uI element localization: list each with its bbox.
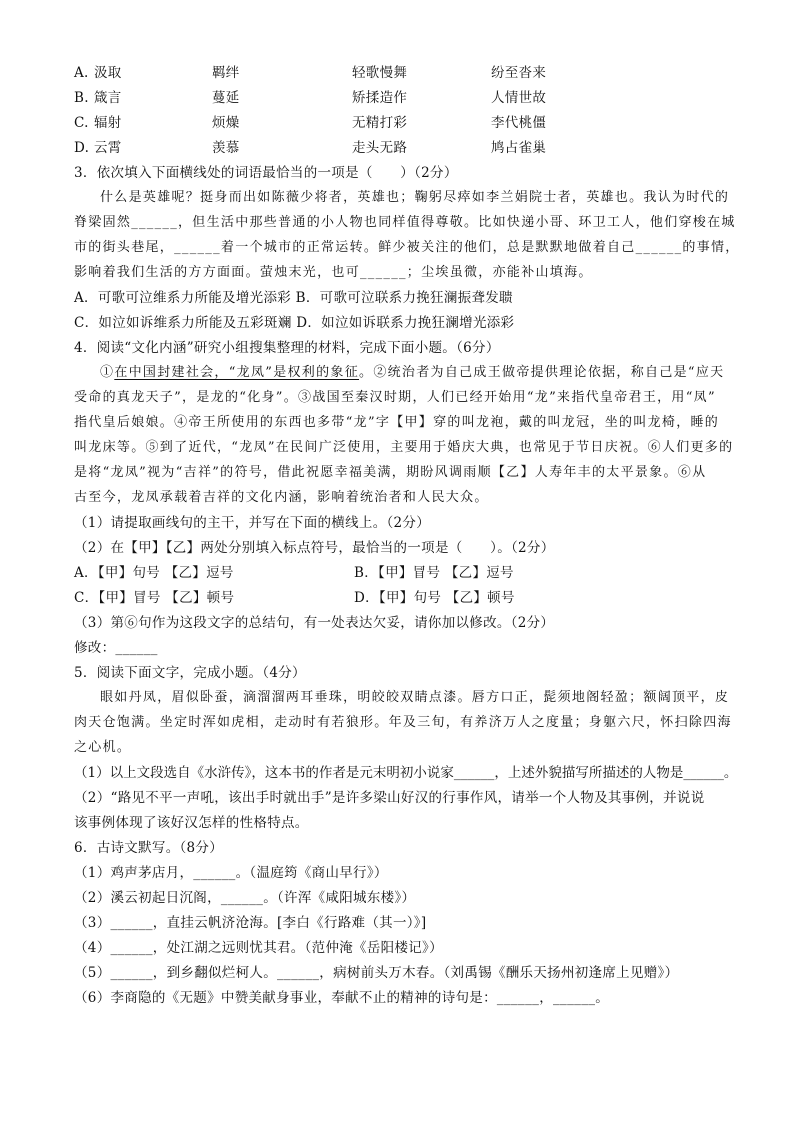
q4-para-line: 古至今，龙凤承载着吉祥的文化内涵，影响着统治者和人民大众。 <box>74 490 489 505</box>
word-4: 人情世故 <box>491 90 547 106</box>
word-2: 蔓延 <box>212 90 240 106</box>
q4-para-line: 是将“龙凤”视为“吉祥”的符号，借此祝愿幸福美满，期盼风调雨顺【乙】人寿年丰的太平景象。⑥从 <box>74 465 707 480</box>
option-letter: C. <box>74 115 89 131</box>
word-3: 走头无路 <box>352 140 408 156</box>
q5-para-line: 眼如丹凤，眉似卧蚕，滴溜溜两耳垂珠，明皎皎双睛点漆。唇方口正，髭须地阁轻盈；额阔顶平，皮 <box>100 690 730 705</box>
q5-sub2-line-1: （2）“路见不平一声吼，该出手时就出手”是许多梁山好汉的行事作风，请举一个人物及其事例，并说说 <box>74 790 705 806</box>
q5-sub2-line-2: 该事例体现了该好汉怎样的性格特点。 <box>74 815 309 831</box>
q3-options-cd: C．如泣如诉维系力所能及五彩斑斓 D．如泣如诉联系力挽狂澜增光添彩 <box>74 315 515 331</box>
q3-para-line: 市的街头巷尾，______着一个城市的正常运转。鲜少被关注的他们，总是默默地做着自己______的事情， <box>74 240 740 255</box>
word-1: 箴言 <box>94 90 122 106</box>
word-3: 轻歌慢舞 <box>352 65 408 81</box>
q4-option-a: A．【甲】句号 【乙】逗号 <box>74 565 234 581</box>
q6-item: （2）溪云初起日沉阁，______。（许浑《咸阳城东楼》） <box>74 890 416 906</box>
q4-option-b: B．【甲】冒号 【乙】逗号 <box>354 565 514 581</box>
word-1: 辐射 <box>94 115 122 131</box>
q5-para-line: 之心机。 <box>74 740 132 755</box>
q6-item: （6）李商隐的《无题》中赞美献身事业，奉献不止的精神的诗句是：______，______。 <box>74 990 610 1006</box>
q5-sub1: （1）以上文段选自《水浒传》，这本书的作者是元末明初小说家______，上述外貌描写所描述的人物是______。 <box>74 765 738 781</box>
word-1: 汲取 <box>94 65 122 81</box>
q4-sub2: （2）在【甲】【乙】两处分别填入标点符号，最恰当的一项是（ ）。（2分） <box>74 540 555 556</box>
q3-para-line: 什么是英雄呢？挺身而出如陈薇少将者，英雄也；鞠躬尽瘁如李兰娟院士者，英雄也。我认为时代的 <box>100 190 730 205</box>
q3-options-ab: A．可歌可泣维系力所能及增光添彩 B．可歌可泣联系力挽狂澜振聋发聩 <box>74 290 513 306</box>
word-4: 李代桃僵 <box>491 115 547 131</box>
word-4: 纷至沓来 <box>491 65 547 81</box>
q3-stem: 3．依次填入下面横线处的词语最恰当的一项是（ ）（2分） <box>74 165 458 181</box>
q4-para-line: 叫龙床等。⑤到了近代，“龙凤”在民间广泛使用，主要用于婚庆大典，也常见于节日庆祝。⑥人们更多的 <box>74 440 734 455</box>
option-letter: D. <box>74 140 90 156</box>
q4-sub1: （1）请提取画线句的主干，并写在下面的横线上。（2分） <box>74 515 431 531</box>
word-4: 鸠占雀巢 <box>491 140 547 156</box>
q4-sub3: （3）第⑥句作为这段文字的总结句，有一处表达欠妥，请你加以修改。（2分） <box>74 615 555 631</box>
q5-para-line: 肉天仓饱满。坐定时浑如虎相，走动时有若狼形。年及三旬，有养济万人之度量；身躯六尺，怀扫除四海 <box>74 715 732 730</box>
q4-fix-answer-line: 修改：______ <box>74 640 158 656</box>
q4-stem: 4．阅读“文化内涵”研究小组搜集整理的材料，完成下面小题。（6分） <box>74 340 500 356</box>
q4-para-line: 受命的真龙天子”，是龙的“化身”。③战国至秦汉时期，人们已经开始用“龙”来指代皇帝君王，用“凤” <box>74 390 716 405</box>
word-3: 无精打彩 <box>352 115 408 131</box>
sentence-rest: 。②统治者为自己成王做帝提供理论依据，称自己是“应天 <box>359 365 725 380</box>
option-letter: B. <box>74 90 89 106</box>
option-letter: A. <box>74 65 89 81</box>
word-2: 羡慕 <box>212 140 240 156</box>
sentence-number: ① <box>100 365 115 380</box>
q4-para-line: 指代皇后娘娘。④帝王所使用的东西也多带“龙”字【甲】穿的叫龙袍，戴的叫龙冠，坐的叫龙椅，睡的 <box>74 415 720 430</box>
q6-item: （1）鸡声茅店月，______。（温庭筠《商山早行》） <box>74 865 388 881</box>
q6-item: （4）______，处江湖之远则忧其君。（范仲淹《岳阳楼记》） <box>74 940 443 956</box>
word-2: 烦燥 <box>212 115 240 131</box>
q4-option-d: D．【甲】句号 【乙】顿号 <box>354 590 515 606</box>
q6-item: （3）______，直挂云帆济沧海。[李白《行路难（其一）》] <box>74 915 427 931</box>
word-2: 羁绊 <box>212 65 240 81</box>
q6-stem: 6．古诗文默写。（8分） <box>74 840 224 856</box>
underlined-sentence: 在中国封建社会，“龙凤”是权利的象征 <box>114 365 360 380</box>
q5-stem: 5．阅读下面文字，完成小题。（4分） <box>74 665 306 681</box>
q4-para-line-1 <box>100 364 724 382</box>
word-1: 云霄 <box>94 140 122 156</box>
q6-item: （5）______，到乡翻似烂柯人。______，病树前头万木春。（刘禹锡《酬乐天扬州初逢席上见赠》） <box>74 965 679 981</box>
q4-option-c: C．【甲】冒号 【乙】顿号 <box>74 590 235 606</box>
word-3: 矫揉造作 <box>352 90 408 106</box>
q3-para-line: 脊梁固然______，但生活中那些普通的小人物也同样值得尊敬。比如快递小哥、环卫工人，他们穿梭在城 <box>74 215 736 230</box>
q3-para-line: 影响着我们生活的方方面面。萤烛末光，也可______；尘埃虽微，亦能补山填海。 <box>74 265 593 280</box>
